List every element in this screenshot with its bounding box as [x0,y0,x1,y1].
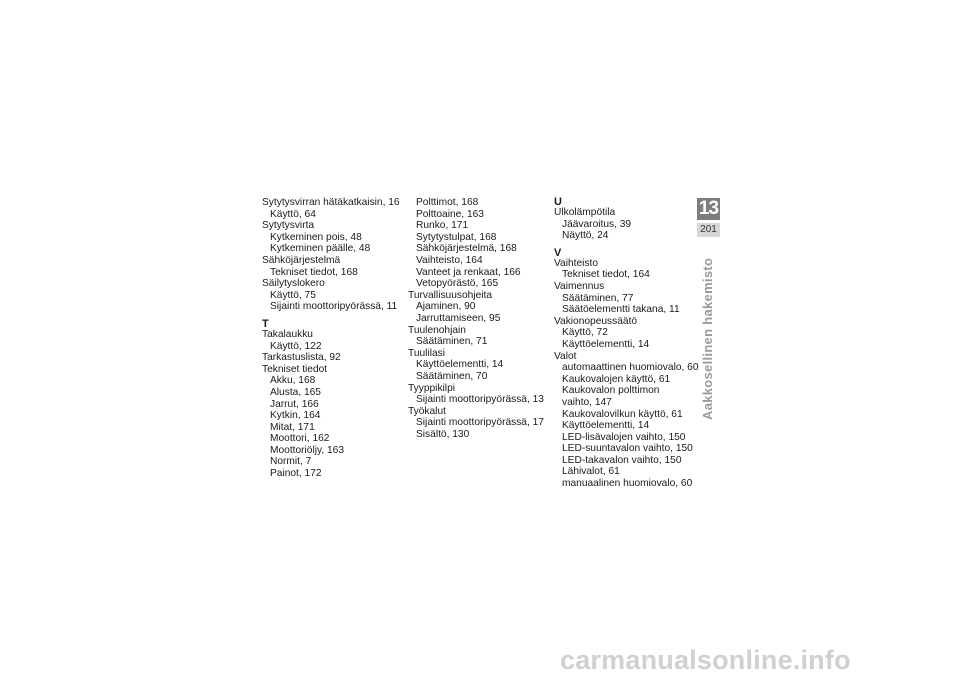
chapter-number-badge: 13 [698,198,719,219]
page-number: 201 [697,223,720,237]
index-subentry: automaattinen huomiovalo, 60 [562,362,699,374]
index-section-letter: U [554,196,562,208]
index-subentry: Alusta, 165 [270,386,321,398]
index-subentry: Tekniset tiedot, 164 [562,269,650,281]
index-subentry: Runko, 171 [416,220,469,232]
index-subentry: Käyttöelementti, 14 [562,420,650,432]
index-subentry: Käyttö, 75 [270,289,316,301]
index-subentry: Vetopyörästö, 165 [416,278,499,290]
index-subentry: Kaukovalovilkun käyttö, 61 [562,408,683,420]
index-entry: Takalaukku [262,328,313,340]
index-subentry: Kytkin, 164 [270,410,321,422]
index-subentry: Akku, 168 [270,375,316,387]
index-subentry: Vanteet ja renkaat, 166 [416,266,521,278]
index-subentry: vaihto, 147 [562,396,612,408]
index-entry: Ulkolämpötila [554,207,616,218]
index-subentry: Sijainti moottoripyörässä, 11 [270,301,398,313]
index-column-3 [554,196,699,490]
index-entry: Tuulilasi [408,347,445,359]
index-subentry: Käyttöelementti, 14 [416,359,504,371]
index-subentry: Jarrut, 166 [270,398,319,410]
index-subentry: LED-suuntavalon vaihto, 150 [562,443,693,455]
index-subentry: Lähivalot, 61 [562,466,620,478]
index-subentry: Ajaminen, 90 [416,301,476,313]
index-subentry: Sytytystulpat, 168 [416,231,497,243]
index-subentry: LED-lisävalojen vaihto, 150 [562,431,686,443]
index-entry: Vaimennus [554,280,605,292]
index-subentry: Polttimot, 168 [416,197,479,208]
index-subentry: Käyttö, 64 [270,208,316,220]
index-subentry: Vaihteisto, 164 [416,254,483,266]
index-subentry: Mitat, 171 [270,421,315,433]
index-entry: Sytytysvirta [262,220,315,232]
index-column-2 [408,197,548,440]
index-subentry: Näyttö, 24 [562,230,609,242]
index-subentry: Säätöelementti takana, 11 [562,304,680,316]
index-subentry: Jarruttamiseen, 95 [416,312,501,324]
index-subentry: Sähköjärjestelmä, 168 [416,243,517,255]
index-section-letter: T [262,317,269,330]
index-column-1 [262,197,402,480]
index-entry: Tekniset tiedot [262,363,328,375]
index-subentry: Sisältö, 130 [416,428,470,440]
index-entry: Työkalut [408,405,446,417]
index-section-letter: V [554,246,562,259]
index-subentry: LED-takavalon vaihto, 150 [562,454,682,466]
index-subentry: Moottori, 162 [270,433,330,445]
index-subentry: Säätäminen, 77 [562,292,634,304]
index-subentry: Käyttö, 122 [270,340,322,352]
index-subentry: manuaalinen huomiovalo, 60 [562,478,693,490]
index-subentry: Säätäminen, 70 [416,370,488,382]
index-entry: Tuulenohjain [408,324,466,336]
index-entry: Tyyppikilpi [408,382,455,394]
index-subentry: Sijainti moottoripyörässä, 17 [416,417,544,429]
index-subentry: Käyttö, 72 [562,327,608,339]
index-subentry: Sijainti moottoripyörässä, 13 [416,394,544,406]
index-subentry: Kaukovalojen käyttö, 61 [562,373,671,385]
index-subentry: Kytkeminen pois, 48 [270,231,362,243]
index-entry: Vaihteisto [554,257,598,269]
index-subentry: Kaukovalon polttimon [562,385,660,397]
watermark-text: carmanualsonline.info [560,645,851,675]
index-subentry: Moottoriöljy, 163 [270,444,344,456]
index-entry: Turvallisuusohjeita [408,289,492,301]
index-entry: Valot [554,350,577,362]
index-entry: Sähköjärjestelmä [262,254,341,266]
index-subentry: Säätäminen, 71 [416,336,488,348]
index-subentry: Jäävaroitus, 39 [562,218,632,230]
section-side-title: Aakkosellinen hakemisto [700,257,715,420]
index-entry: Sytytysvirran hätäkatkaisin, 16 [262,197,400,208]
index-subentry: Kytkeminen päälle, 48 [270,243,371,255]
index-subentry: Käyttöelementti, 14 [562,338,650,350]
index-subentry: Tekniset tiedot, 168 [270,266,358,278]
index-subentry: Painot, 172 [270,468,322,480]
index-entry: Vakionopeussäätö [554,315,638,327]
index-entry: Tarkastuslista, 92 [262,352,341,364]
index-subentry: Polttoaine, 163 [416,208,484,220]
index-subentry: Normit, 7 [270,456,312,468]
index-entry: Säilytyslokero [262,278,325,290]
